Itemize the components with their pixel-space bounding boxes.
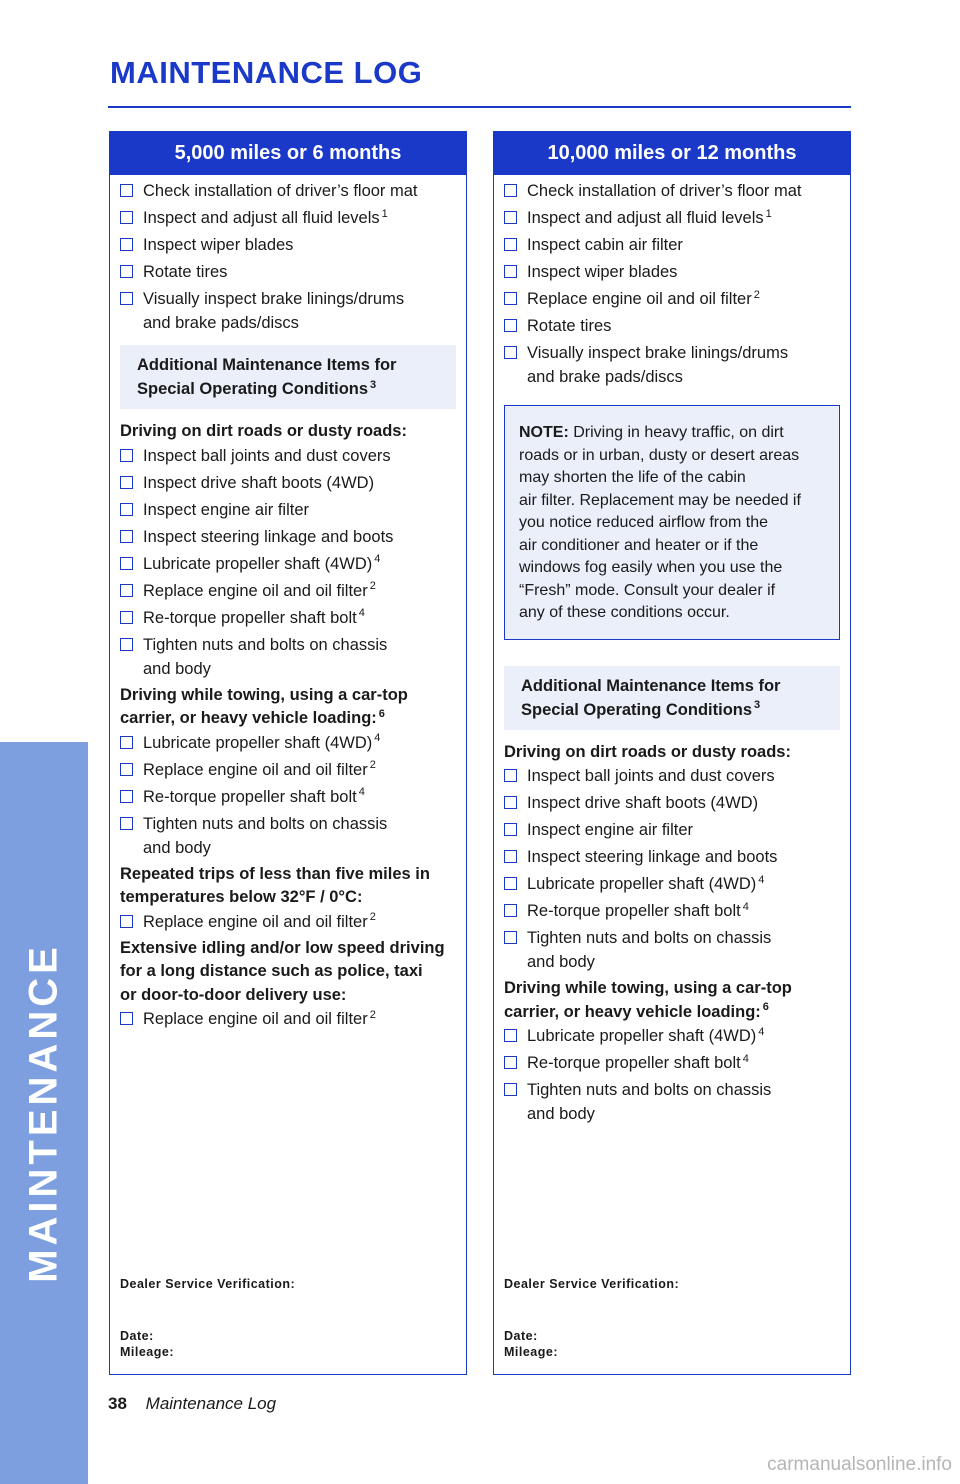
checklist-item	[504, 899, 840, 923]
checkbox[interactable]	[504, 346, 517, 359]
checkbox[interactable]	[120, 184, 133, 197]
checklist-item	[120, 785, 456, 809]
checklist-item	[504, 314, 840, 338]
maintenance-card-10000	[493, 131, 851, 1375]
checkbox[interactable]	[504, 1083, 517, 1096]
dealer-verification	[504, 1277, 679, 1359]
checkbox[interactable]	[504, 823, 517, 836]
checklist-item	[120, 552, 456, 576]
checklist-item-text: Inspect drive shaft boots (4WD)	[143, 473, 375, 492]
checklist-item	[504, 179, 840, 203]
checklist-item-text: Tighten nuts and bolts on chassis and body	[143, 814, 388, 857]
checkbox[interactable]	[120, 763, 133, 776]
special-conditions-title: Additional Maintenance Items for Special Operating Conditions $^3$	[137, 356, 397, 398]
checklist-item-text: Rotate tires	[527, 317, 612, 335]
checklist-item-text: Inspect wiper blades	[527, 263, 678, 281]
footnote-ref: 1	[381, 207, 388, 220]
page-title: MAINTENANCE LOG	[110, 55, 423, 90]
checkbox[interactable]	[504, 850, 517, 863]
checklist-item	[120, 179, 456, 203]
checkbox[interactable]	[504, 796, 517, 809]
checklist-item	[120, 498, 456, 522]
checkbox[interactable]	[120, 790, 133, 803]
checkbox[interactable]	[504, 292, 517, 305]
footnote-ref: 6	[378, 707, 385, 720]
card-header: 5,000 miles or 6 months	[110, 132, 466, 175]
checklist	[504, 179, 840, 389]
special-conditions-title: Additional Maintenance Items for Special Operating Conditions $^3$	[521, 676, 781, 719]
checklist-item	[120, 812, 456, 860]
checklist-item-text: Inspect and adjust all fluid levels $^1$	[143, 207, 388, 227]
checkbox[interactable]	[120, 292, 133, 305]
checklist-item	[120, 260, 456, 284]
checklist-item	[120, 758, 456, 782]
checkbox[interactable]	[120, 530, 133, 543]
checklist-item-text: Tighten nuts and bolts on chassis and body	[527, 929, 772, 971]
checklist-item	[504, 1024, 840, 1048]
checkbox[interactable]	[120, 584, 133, 597]
date-label: Date:	[504, 1329, 538, 1343]
title-divider	[108, 106, 851, 108]
card-header: 10,000 miles or 12 months	[494, 132, 850, 175]
section-heading-towing: Driving while towing, using a car-top carrier, or heavy vehicle loading: $^6$	[504, 979, 792, 1021]
checklist-item	[504, 926, 840, 974]
checklist-item-text: Lubricate propeller shaft (4WD) $^4$	[143, 553, 381, 573]
checklist-item	[504, 845, 840, 869]
checklist	[120, 179, 456, 335]
checkbox[interactable]	[504, 319, 517, 332]
footnote-ref: 2	[369, 580, 376, 592]
checklist-item	[504, 818, 840, 842]
checkbox[interactable]	[120, 503, 133, 516]
section-heading-towing: Driving while towing, using a car-top carrier, or heavy vehicle loading: $^6$	[120, 685, 408, 727]
checkbox[interactable]	[120, 211, 133, 224]
checklist-item-text: Inspect cabin air filter	[527, 236, 683, 254]
note-label: NOTE:	[519, 424, 569, 441]
dealer-service-verification-label: Dealer Service Verification:	[120, 1277, 296, 1291]
checklist-item	[504, 764, 840, 788]
checkbox[interactable]	[120, 476, 133, 489]
page-number: 38	[108, 1394, 127, 1413]
footnote-ref: 4	[374, 553, 381, 565]
checklist-item-text: Inspect ball joints and dust covers	[143, 446, 391, 465]
checklist	[120, 1007, 456, 1031]
dealer-verification	[120, 1277, 295, 1359]
checklist-item-text: Inspect drive shaft boots (4WD)	[527, 794, 759, 812]
checklist	[504, 1024, 840, 1126]
checklist	[120, 910, 456, 934]
checkbox[interactable]	[504, 877, 517, 890]
checklist-item-text: Check installation of driver’s floor mat	[143, 182, 418, 200]
checklist-item-text: Check installation of driver’s floor mat	[527, 182, 802, 200]
mileage-label: Mileage:	[504, 1345, 559, 1359]
checklist-item-text: Tighten nuts and bolts on chassis and body	[527, 1081, 772, 1123]
special-conditions-banner	[504, 666, 840, 730]
footnote-ref: 4	[358, 786, 365, 798]
footnote-ref: 4	[374, 732, 381, 744]
checkbox[interactable]	[120, 1012, 133, 1025]
footnote-ref: 4	[742, 900, 749, 913]
footnote-ref: 2	[369, 759, 376, 771]
checkbox[interactable]	[504, 265, 517, 278]
checklist-item-text: Replace engine oil and oil filter $^2$	[143, 580, 376, 600]
checklist-item	[120, 471, 456, 495]
checklist-item-text: Re-torque propeller shaft bolt $^4$	[143, 607, 365, 627]
checkbox[interactable]	[120, 557, 133, 570]
checklist	[120, 731, 456, 860]
checkbox[interactable]	[120, 736, 133, 749]
checkbox[interactable]	[120, 915, 133, 928]
checkbox[interactable]	[504, 931, 517, 944]
checklist-item-text: Lubricate propeller shaft (4WD) $^4$	[143, 732, 381, 752]
checklist-item	[504, 791, 840, 815]
checklist-item	[120, 910, 456, 934]
checkbox[interactable]	[120, 265, 133, 278]
footnote-ref: 2	[369, 911, 376, 923]
footnote-ref: 4	[358, 607, 365, 619]
section-heading-idling: Extensive idling and/or low speed driving for a long distance such as police, taxi or door-to-door delivery use:	[120, 938, 445, 1004]
footnote-ref: 1	[765, 207, 772, 220]
checklist-item-text: Inspect and adjust all fluid levels $^1$	[527, 207, 772, 227]
section-heading-dirt-roads: Driving on dirt roads or dusty roads:	[120, 422, 407, 440]
footnote-ref: 2	[753, 288, 760, 301]
footnote-ref: 3	[370, 378, 377, 391]
note-body: Driving in heavy traffic, on dirt roads or in urban, dusty or desert areas may shorten the life of the cabin air filter. Replacement may be needed if you notice reduced airflow from the air conditioner and heater or if the windows fog easily when you use the “Fresh” mode. Consult your dealer if any of these conditions occur.	[519, 424, 801, 621]
checklist-item-text: Lubricate propeller shaft (4WD) $^4$	[527, 1025, 765, 1045]
checklist-item	[120, 633, 456, 681]
page-footer	[108, 1394, 276, 1414]
footnote-ref: 4	[758, 873, 765, 886]
cabin-filter-note	[504, 405, 840, 640]
checkbox[interactable]	[120, 449, 133, 462]
checkbox[interactable]	[504, 184, 517, 197]
footnote-ref: 6	[762, 1001, 769, 1013]
checklist-item-text: Replace engine oil and oil filter $^2$	[143, 1008, 376, 1028]
checklist-item-text: Visually inspect brake linings/drums and brake pads/discs	[143, 290, 405, 332]
footer-section-title: Maintenance Log	[145, 1394, 277, 1413]
checklist-item-text: Visually inspect brake linings/drums and brake pads/discs	[527, 344, 789, 386]
checklist-item-text: Rotate tires	[143, 263, 228, 281]
checkbox[interactable]	[504, 769, 517, 782]
maintenance-card-5000	[109, 131, 467, 1375]
checkbox[interactable]	[504, 238, 517, 251]
side-tab-label: MAINTENANCE	[21, 943, 66, 1283]
checklist-item-text: Inspect wiper blades	[143, 236, 294, 254]
checklist-item-text: Replace engine oil and oil filter $^2$	[527, 288, 760, 308]
checklist-item-text: Inspect engine air filter	[143, 500, 310, 519]
checklist-item-text: Inspect steering linkage and boots	[143, 527, 394, 546]
checkbox[interactable]	[504, 211, 517, 224]
checkbox[interactable]	[504, 1056, 517, 1069]
special-conditions-banner	[120, 345, 456, 409]
checklist-item-text: Replace engine oil and oil filter $^2$	[143, 759, 376, 779]
checklist-item-text: Re-torque propeller shaft bolt $^4$	[143, 786, 365, 806]
watermark: carmanualsonline.info	[767, 1454, 952, 1475]
dealer-service-verification-label: Dealer Service Verification:	[504, 1277, 680, 1291]
checkbox[interactable]	[120, 638, 133, 651]
checklist	[504, 764, 840, 974]
checklist-item-text: Tighten nuts and bolts on chassis and body	[143, 635, 388, 678]
footnote-ref: 3	[754, 699, 761, 711]
checklist-item	[120, 233, 456, 257]
checklist-item	[120, 444, 456, 468]
checklist-item	[120, 206, 456, 230]
checklist-item	[504, 287, 840, 311]
checklist-item-text: Inspect ball joints and dust covers	[527, 767, 775, 785]
checkbox[interactable]	[120, 817, 133, 830]
checklist-item	[504, 260, 840, 284]
checklist-item	[120, 579, 456, 603]
footnote-ref: 4	[742, 1052, 749, 1065]
date-label: Date:	[120, 1329, 154, 1343]
checklist-item-text: Inspect engine air filter	[527, 821, 694, 839]
checklist-item	[120, 287, 456, 335]
checklist-item-text: Inspect steering linkage and boots	[527, 848, 778, 866]
section-heading-short-trips: Repeated trips of less than five miles in temperatures below 32°F / 0°C:	[120, 864, 430, 906]
checklist-item	[504, 341, 840, 389]
footnote-ref: 4	[758, 1025, 765, 1038]
checklist-item	[504, 872, 840, 896]
checkbox[interactable]	[504, 1029, 517, 1042]
checklist-item	[504, 206, 840, 230]
checklist-item-text: Re-torque propeller shaft bolt $^4$	[527, 1052, 749, 1072]
checklist-item	[120, 1007, 456, 1031]
checklist	[120, 444, 456, 681]
checklist-item	[504, 1078, 840, 1126]
checklist-item	[120, 525, 456, 549]
section-heading-dirt-roads: Driving on dirt roads or dusty roads:	[504, 742, 791, 761]
checklist-item-text: Lubricate propeller shaft (4WD) $^4$	[527, 873, 765, 893]
checkbox[interactable]	[120, 611, 133, 624]
checkbox[interactable]	[504, 904, 517, 917]
footnote-ref: 2	[369, 1008, 376, 1021]
checklist-item	[120, 731, 456, 755]
checklist-item-text: Re-torque propeller shaft bolt $^4$	[527, 900, 749, 920]
mileage-label: Mileage:	[120, 1345, 175, 1359]
checklist-item	[120, 606, 456, 630]
checklist-item-text: Replace engine oil and oil filter $^2$	[143, 911, 376, 931]
checkbox[interactable]	[120, 238, 133, 251]
checklist-item	[504, 1051, 840, 1075]
checklist-item	[504, 233, 840, 257]
